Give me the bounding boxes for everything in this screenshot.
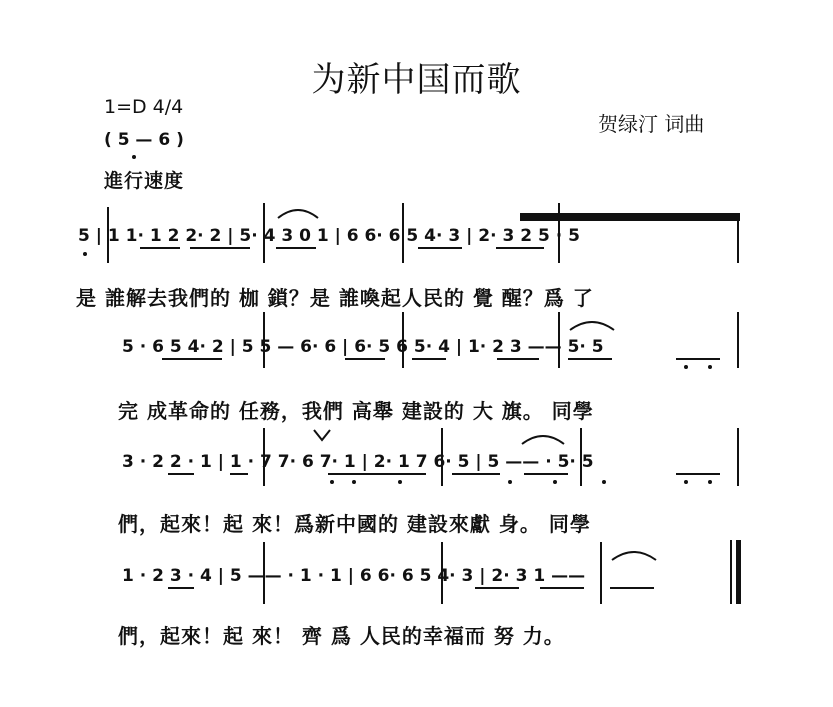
ink-smudge <box>520 213 740 221</box>
final-barline-thick <box>736 540 741 604</box>
slur-mark <box>610 548 658 562</box>
notation-row-2: 5 · 6 5 4· 2 | 5 5 — 6· 6 | 6· 5 6 5· 4 | 1· 2 3 —— 5· 5 <box>122 337 604 357</box>
beam-line <box>540 587 584 589</box>
low-dot <box>602 480 606 484</box>
beam-line <box>475 587 519 589</box>
final-barline-thin <box>730 540 732 604</box>
barline <box>737 428 739 486</box>
low-dot <box>83 252 87 256</box>
barline <box>737 312 739 368</box>
beam-line <box>168 473 194 475</box>
beam-line <box>140 247 180 249</box>
low-dot <box>708 365 712 369</box>
slur-mark <box>276 206 320 220</box>
lyrics-row-3: 們，起來！起 來！爲新中國的 建設來獻 身。 同學 <box>118 512 591 536</box>
lyrics-row-2: 完 成革命的 任務，我們 高舉 建設的 大 旗。 同學 <box>118 399 594 423</box>
beam-line <box>568 358 612 360</box>
intro-low-dot <box>132 155 136 159</box>
beam-line <box>676 358 720 360</box>
low-dot <box>508 480 512 484</box>
beam-line <box>524 473 568 475</box>
lyrics-row-4: 們，起來！起 來！ 齊 爲 人民的幸福而 努 力。 <box>118 624 565 648</box>
beam-line <box>276 247 316 249</box>
beam-line <box>162 358 222 360</box>
beam-line <box>497 358 539 360</box>
key-signature: 1=D 4/4 <box>104 96 184 118</box>
barline <box>600 542 602 604</box>
beam-line <box>676 473 720 475</box>
lyrics-row-1: 是 誰解去我們的 枷 鎖？是 誰喚起人民的 覺 醒？爲 了 <box>76 286 594 310</box>
low-dot <box>684 365 688 369</box>
low-dot <box>553 480 557 484</box>
beam-line <box>496 247 544 249</box>
low-dot <box>708 480 712 484</box>
tempo-marking: 進行速度 <box>104 170 185 192</box>
beam-line <box>168 587 194 589</box>
intro-notation: ( 5 — 6 ) <box>104 130 184 150</box>
low-dot <box>398 480 402 484</box>
beam-line <box>418 247 462 249</box>
beam-line <box>328 473 426 475</box>
low-dot <box>352 480 356 484</box>
song-title: 为新中国而歌 <box>311 60 522 100</box>
notation-row-4: 1 · 2 3 · 4 | 5 —— · 1 · 1 | 6 6· 6 5 4· 3 | 2· 3 1 —— <box>122 566 586 586</box>
notation-row-3: 3 · 2 2 · 1 | 1 · 7 7· 6 7· 1 | 2· 1 7 6· 5 | 5 —— · 5· 5 <box>122 452 594 472</box>
composer-credit: 贺绿汀 词曲 <box>598 112 705 136</box>
low-dot <box>684 480 688 484</box>
notation-row-1: 5 | 1 1· 1 2 2· 2 | 5· 4 3 0 1 | 6 6· 6 5 4· 3 | 2· 3 2 5 · 5 <box>78 226 580 246</box>
beam-line <box>610 587 654 589</box>
beam-line <box>412 358 446 360</box>
beam-line <box>452 473 500 475</box>
beam-line <box>230 473 248 475</box>
accent-mark <box>312 428 332 442</box>
beam-line <box>345 358 385 360</box>
low-dot <box>330 480 334 484</box>
slur-mark <box>568 318 616 332</box>
beam-line <box>190 247 250 249</box>
slur-mark <box>520 432 566 446</box>
